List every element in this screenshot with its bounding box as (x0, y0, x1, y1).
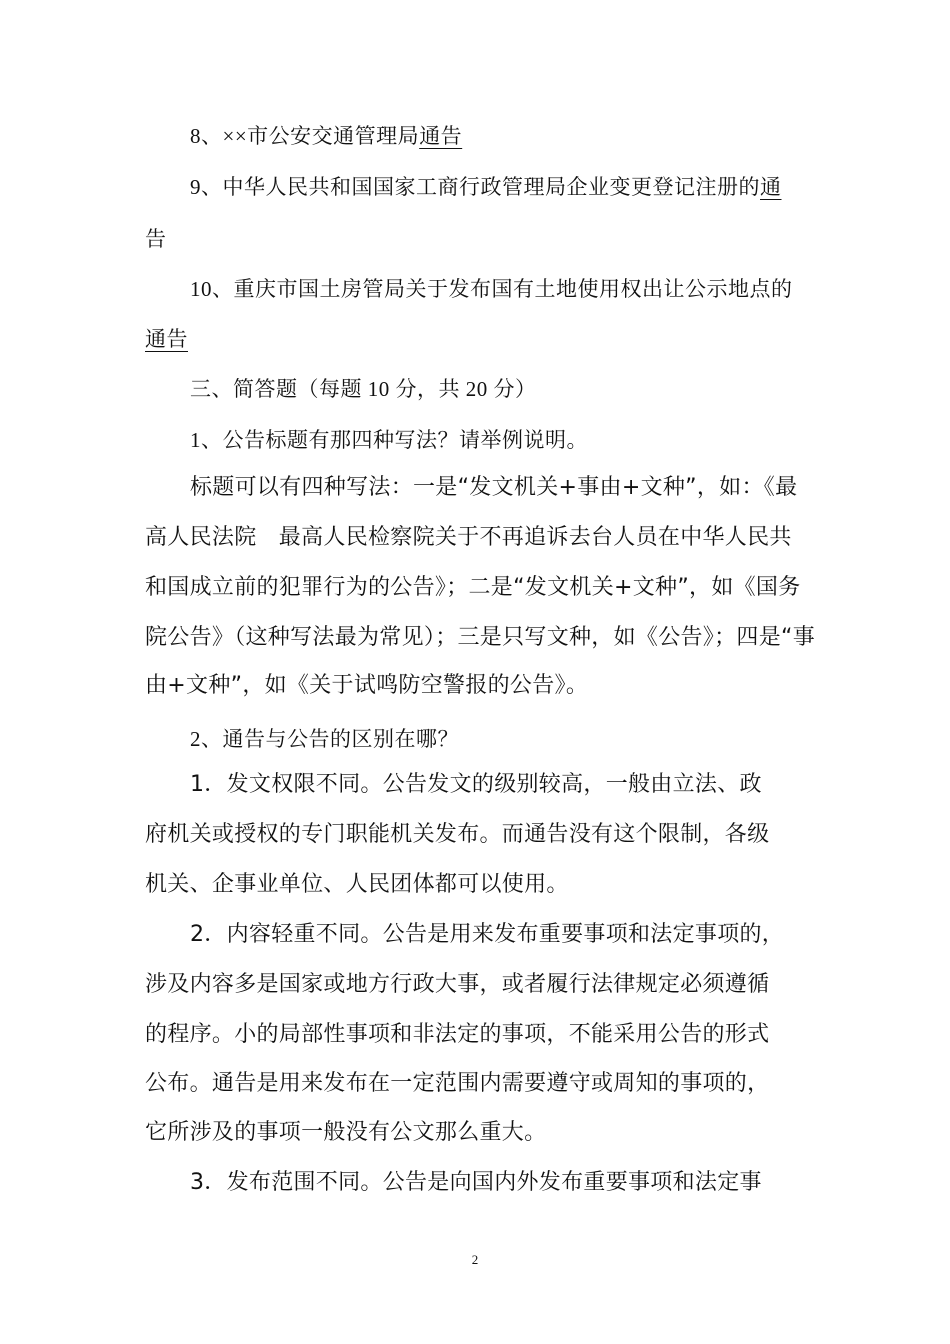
item-8 (190, 120, 462, 150)
item-10-line-1 (190, 273, 793, 303)
answer-1-line-2: 高人民法院 最高人民检察院关于不再追诉去台人员在中华人民共 (145, 525, 792, 550)
answer-1-line-5: 由+文种”，如《关于试鸣防空警报的公告》。 (145, 673, 589, 698)
answer-2-line-6: 的程序。小的局部性事项和非法定的事项，不能采用公告的形式 (145, 1022, 770, 1047)
answer-2-line-4: 2．内容轻重不同。公告是用来发布重要事项和法定事项的， (190, 922, 785, 947)
answer-1-line-4: 院公告》（这种写法最为常见）；三是只写文种，如《公告》；四是“事 (145, 625, 815, 650)
answer-1-line-1: 标题可以有四种写法：一是“发文机关+事由+文种”，如：《最 (190, 475, 798, 500)
answer-2-line-2: 府机关或授权的专门职能机关发布。而通告没有这个限制，各级 (145, 822, 770, 847)
answer-2-line-5: 涉及内容多是国家或地方行政大事，或者履行法律规定必须遵循 (145, 972, 770, 997)
item-10-text: 10、重庆市国土房管局关于发布国有土地使用权出让公示地点的 (190, 277, 793, 301)
item-9-line-1 (190, 171, 782, 201)
question-2: 2、通告与公告的区别在哪？ (190, 727, 459, 751)
answer-2-line-3: 机关、企事业单位、人民团体都可以使用。 (145, 872, 569, 897)
item-9-line-2 (145, 223, 167, 253)
answer-2-line-7: 公布。通告是用来发布在一定范围内需要遵守或周知的事项的， (145, 1071, 770, 1096)
item-10-underlined: 通告 (145, 327, 188, 351)
answer-2-line-9: 3．发布范围不同。公告是向国内外发布重要事项和法定事 (190, 1170, 762, 1195)
item-8-underlined: 通告 (419, 124, 463, 148)
question-1: 1、公告标题有那四种写法？请举例说明。 (190, 428, 588, 452)
item-9-text: 9、中华人民共和国国家工商行政管理局企业变更登记注册的 (190, 175, 760, 199)
answer-2-line-1: 1．发文权限不同。公告发文的级别较高，一般由立法、政 (190, 772, 762, 797)
item-8-text: 8、××市公安交通管理局 (190, 124, 420, 148)
item-9-underlined: 通 (760, 175, 782, 199)
item-9-text-cont: 告 (145, 227, 167, 251)
page-number: 2 (471, 1252, 479, 1267)
item-10-line-2 (145, 323, 188, 353)
section-3-heading: 三、简答题（每题 10 分，共 20 分） (190, 377, 537, 401)
answer-2-line-8: 它所涉及的事项一般没有公文那么重大。 (145, 1120, 547, 1145)
answer-1-line-3: 和国成立前的犯罪行为的公告》；二是“发文机关+文种”，如《国务 (145, 575, 801, 600)
